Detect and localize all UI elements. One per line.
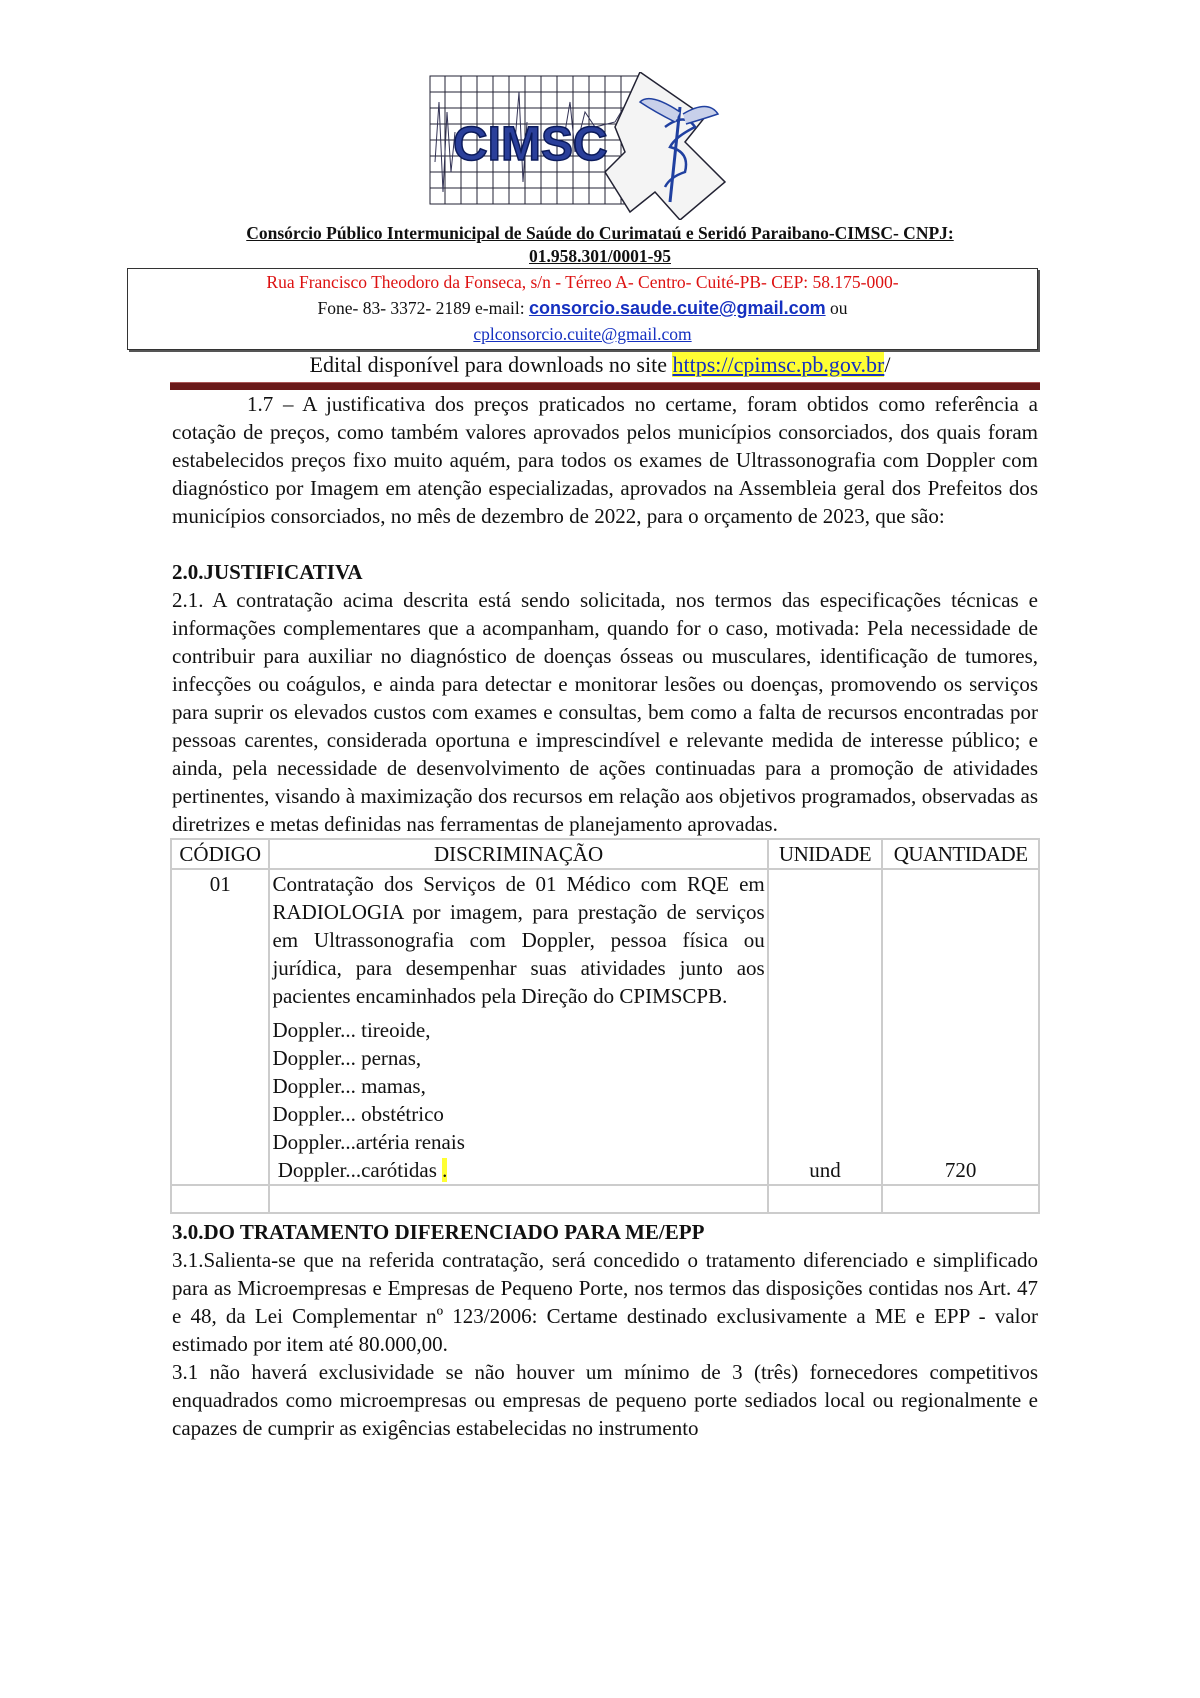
organization-title bbox=[120, 222, 1080, 268]
items-table bbox=[170, 838, 1040, 1214]
email-link-2[interactable]: cplconsorcio.cuite@gmail.com bbox=[473, 324, 692, 344]
edital-suffix: / bbox=[884, 352, 891, 377]
row-quantity: 720 bbox=[882, 869, 1039, 1185]
header-quantidade: QUANTIDADE bbox=[882, 839, 1039, 869]
edital-line bbox=[120, 350, 1080, 380]
header-divider bbox=[170, 382, 1040, 390]
header-unidade: UNIDADE bbox=[768, 839, 883, 869]
last-item-text: Doppler...carótidas bbox=[272, 1158, 443, 1182]
edital-text: Edital disponível para downloads no site bbox=[309, 352, 673, 377]
site-link[interactable]: https://cpimsc.pb.gov.br bbox=[672, 352, 885, 377]
email-link-1[interactable]: consorcio.saude.cuite@gmail.com bbox=[528, 298, 826, 318]
list-item: Doppler... tireoide, bbox=[272, 1018, 431, 1042]
phone: Fone- 83- 3372- 2189 e-mail: bbox=[317, 298, 529, 318]
heading-justificativa: 2.0.JUSTIFICATIVA bbox=[172, 560, 363, 584]
contact-line bbox=[128, 295, 1037, 321]
logo-text: CIMSC bbox=[453, 118, 608, 171]
table-row bbox=[171, 869, 1039, 1185]
header-discriminacao: DISCRIMINAÇÃO bbox=[269, 839, 767, 869]
contact-box bbox=[127, 268, 1038, 350]
empty-row bbox=[171, 1185, 1039, 1213]
address: Rua Francisco Theodoro da Fonseca, s/n - Térreo A- Centro- Cuité-PB- CEP: 58.175-000- bbox=[266, 272, 899, 292]
list-item: Doppler... obstétrico bbox=[272, 1102, 444, 1126]
list-item: Doppler... mamas, bbox=[272, 1074, 426, 1098]
list-item: Doppler...artéria renais bbox=[272, 1130, 465, 1154]
paragraph-1-7: 1.7 – A justificativa dos preços praticados no certame, foram obtidos como referência a cotação de preços, como também valores aprovados pelos municípios consorciados, dos quais foram estabelecidos preços fixo muito aquém, para todos os exames de Ultrassonografia com Doppler com diagnóstico por Imagem em atenção especializadas, aprovados na Assembleia geral dos Prefeitos dos municípios consorciados, no mês de dezembro de 2022, para o orçamento de 2023, que são: bbox=[172, 392, 1038, 528]
or-text: ou bbox=[825, 298, 848, 318]
row-code: 01 bbox=[171, 869, 269, 1185]
description-text: Contratação dos Serviços de 01 Médico com RQE em RADIOLOGIA por imagem, para prestação de serviços em Ultrassonografia com Doppler, pessoa física ou jurídica, para desempenhar suas atividades junto aos pacientes encaminhados pela Direção do CPIMSCPB. bbox=[272, 872, 765, 1008]
paragraph-3-1b: 3.1 não haverá exclusividade se não houver um mínimo de 3 (três) fornecedores competitivos enquadrados como microempresas ou empresas de pequeno porte sediados local ou regionalmente e capazes de cumprir as exigências estabelecidas no instrumento bbox=[172, 1360, 1038, 1440]
list-item bbox=[272, 1156, 764, 1184]
highlight-mark: . bbox=[442, 1158, 448, 1182]
cimsc-logo bbox=[425, 72, 790, 220]
heading-tratamento-diferenciado: 3.0.DO TRATAMENTO DIFERENCIADO PARA ME/EPP bbox=[172, 1220, 705, 1244]
paragraph-3-1a: 3.1.Salienta-se que na referida contratação, será concedido o tratamento diferenciado e simplificado para as Microempresas e Empresas de Pequeno Porte, nos termos das disposições contidas nos Art. 47 e 48, da Lei Complementar nº 123/2006: Certame destinado exclusivamente a ME e EPP - valor estimado por item até 80.000,00. bbox=[172, 1248, 1038, 1356]
title-line-1: Consórcio Público Intermunicipal de Saúde do Curimataú e Seridó Paraibano-CIMSC- CNPJ: bbox=[246, 223, 954, 243]
row-description bbox=[269, 869, 767, 1185]
row-unit: und bbox=[768, 869, 883, 1185]
list-item: Doppler... pernas, bbox=[272, 1046, 422, 1070]
paragraph-2-1: 2.1. A contratação acima descrita está sendo solicitada, nos termos das especificações técnicas e informações complementares que a acompanham, quando for o caso, motivada: Pela necessidade de contribuir para auxiliar no diagnóstico de doenças ósseas ou musculares, identificação de tumores, infecções ou coágulos, e ainda para detectar e monitorar lesões ou doenças, promovendo os serviços para suprir os elevados custos com exames e consultas, bem como a falta de recursos encontradas por pessoas carentes, considerada oportuna e imprescindível e relevante medida de interesse público; e ainda, pela necessidade de desenvolvimento de ações continuadas para a promoção de atividades pertinentes, visando à maximização dos recursos em relação aos objetivos programados, observadas as diretrizes e metas definidas nas ferramentas de planejamento aprovadas. bbox=[172, 588, 1038, 836]
cnpj: 01.958.301/0001-95 bbox=[529, 246, 671, 266]
document-body bbox=[172, 390, 1038, 1442]
table-header-row bbox=[171, 839, 1039, 869]
header-codigo: CÓDIGO bbox=[171, 839, 269, 869]
